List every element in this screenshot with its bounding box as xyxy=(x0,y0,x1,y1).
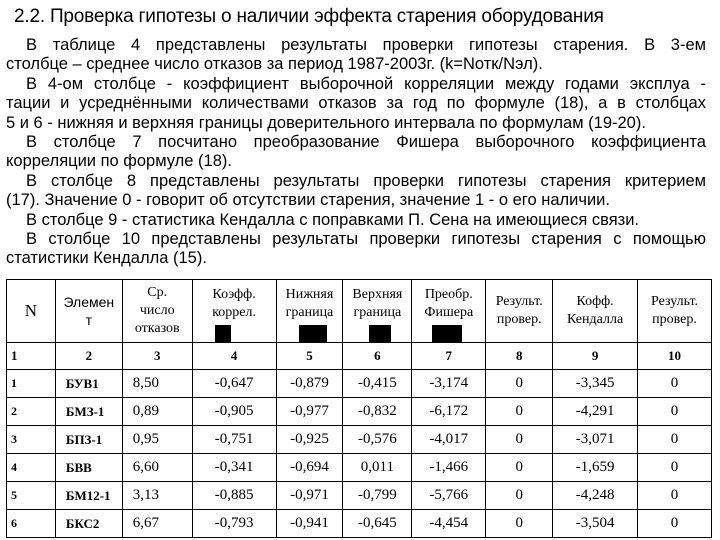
column-header xyxy=(638,280,712,343)
redaction-box xyxy=(215,325,231,342)
table-cell: -3,071 xyxy=(553,426,638,454)
column-header xyxy=(486,280,553,343)
table-cell: -0,977 xyxy=(276,398,343,426)
column-header-label: Коэфф. xyxy=(212,287,256,302)
column-header-label: отказов xyxy=(134,321,180,336)
table-cell: 2 xyxy=(7,398,56,426)
table-cell: -0,885 xyxy=(192,482,276,510)
column-header-label: Кендалла xyxy=(567,312,624,327)
redaction-box xyxy=(299,325,327,342)
table-cell: -0,694 xyxy=(276,454,343,482)
table-cell: -0,415 xyxy=(343,370,412,398)
table-cell: -0,751 xyxy=(192,426,276,454)
text-line: корреляции по формуле (18). xyxy=(6,152,232,171)
table-cell: БПЗ-1 xyxy=(55,426,122,454)
column-header xyxy=(7,280,56,343)
column-header-label: провер. xyxy=(496,312,542,327)
text-line: 5 и 6 - нижняя и верхняя границы доверительного интервала по формулам (19-20). xyxy=(6,113,646,132)
column-header xyxy=(412,280,486,343)
table-row xyxy=(7,426,712,454)
table-cell: 4 xyxy=(7,454,56,482)
column-number: 4 xyxy=(192,343,276,370)
column-header-label: т xyxy=(85,312,93,328)
table-cell: 3,13 xyxy=(122,482,192,510)
table-cell: -4,017 xyxy=(412,426,486,454)
column-header xyxy=(553,280,638,343)
column-header-label: Верхняя xyxy=(352,287,403,302)
column-header-label: N xyxy=(24,301,38,320)
table-cell: 0,95 xyxy=(122,426,192,454)
table-cell: БМЗ-1 xyxy=(55,398,122,426)
column-header xyxy=(55,280,122,343)
table-cell: -1,466 xyxy=(412,454,486,482)
text-line: В столбце 8 представлены результаты проверки гипотезы старения критерием xyxy=(26,171,706,190)
results-table xyxy=(6,279,712,538)
section-title: 2.2. Проверка гипотезы о наличии эффекта старения оборудования xyxy=(14,6,604,27)
table-cell: 5 xyxy=(7,482,56,510)
table-cell: 0,89 xyxy=(122,398,192,426)
table-cell: -0,647 xyxy=(192,370,276,398)
table-cell: 0 xyxy=(486,398,553,426)
text-line: В столбце 9 - статистика Кендалла с поправками П. Сена на имеющиеся связи. xyxy=(26,210,640,229)
table-cell: -0,925 xyxy=(276,426,343,454)
table-cell: 8,50 xyxy=(122,370,192,398)
text-line: В таблице 4 представлены результаты проверки гипотезы старения. В 3-ем xyxy=(26,36,706,54)
column-header-label: Нижняя xyxy=(285,287,334,302)
column-header-label: граница xyxy=(285,305,334,320)
table-body xyxy=(7,370,712,538)
column-number: 3 xyxy=(122,343,192,370)
column-header xyxy=(122,280,192,343)
table-cell: 0 xyxy=(486,510,553,538)
column-number: 10 xyxy=(638,343,712,370)
table-cell: -4,454 xyxy=(412,510,486,538)
table-row xyxy=(7,510,712,538)
table-cell: 6,60 xyxy=(122,454,192,482)
text-line: В 4-ом столбце - коэффициент выборочной корреляции между годами эксплуа - xyxy=(26,74,706,93)
column-header-label: Кофф. xyxy=(576,294,614,309)
table-cell: 1 xyxy=(7,370,56,398)
table-cell: БКС2 xyxy=(55,510,122,538)
column-header-label: число xyxy=(139,303,175,318)
table-cell: 0 xyxy=(638,370,712,398)
column-header-label: Элемен xyxy=(63,294,115,310)
redaction-box xyxy=(432,325,462,342)
table-cell: 0 xyxy=(638,482,712,510)
table-cell: -0,793 xyxy=(192,510,276,538)
table-cell: -6,172 xyxy=(412,398,486,426)
table-cell: 6,67 xyxy=(122,510,192,538)
column-number-row xyxy=(7,343,712,370)
table-row xyxy=(7,370,712,398)
column-header-label: граница xyxy=(353,305,402,320)
table-cell: 6 xyxy=(7,510,56,538)
table-row xyxy=(7,454,712,482)
text-line: В столбце 7 посчитано преобразование Фишера выборочного коэффициента xyxy=(26,133,706,152)
redaction-box xyxy=(369,325,391,342)
table-cell: -4,291 xyxy=(553,398,638,426)
column-number: 8 xyxy=(486,343,553,370)
text-line: тации и усреднёнными количествами отказов за год по формуле (18), а в столбцах xyxy=(6,94,706,113)
column-header xyxy=(192,280,276,343)
table-cell: 0 xyxy=(638,398,712,426)
column-header-label: провер. xyxy=(652,312,697,327)
table-cell: 0 xyxy=(638,510,712,538)
table-row xyxy=(7,398,712,426)
table-cell: -3,504 xyxy=(553,510,638,538)
column-header-label: Результ. xyxy=(495,294,543,309)
table-cell: -4,248 xyxy=(553,482,638,510)
table-cell: -0,971 xyxy=(276,482,343,510)
table-cell: -0,576 xyxy=(343,426,412,454)
column-number: 1 xyxy=(7,343,56,370)
table-cell: -3,345 xyxy=(553,370,638,398)
table-cell: -0,832 xyxy=(343,398,412,426)
table-cell: -5,766 xyxy=(412,482,486,510)
table-cell: 0 xyxy=(638,454,712,482)
body-text xyxy=(6,36,706,269)
text-line: В столбце 10 представлены результаты проверки гипотезы старения с помощью xyxy=(26,230,706,249)
table-cell: 0 xyxy=(486,482,553,510)
table-cell: 0 xyxy=(486,426,553,454)
column-number: 7 xyxy=(412,343,486,370)
column-header-label: Результ. xyxy=(651,294,699,309)
column-number: 5 xyxy=(276,343,343,370)
table-cell: -0,645 xyxy=(343,510,412,538)
text-line: столбце – среднее число отказов за период 1987-2003г. (k=Nотк/Nэл). xyxy=(6,55,543,74)
table-cell: -0,941 xyxy=(276,510,343,538)
table-cell: -0,341 xyxy=(192,454,276,482)
column-header-label: Ср. xyxy=(147,285,168,300)
table-cell: БМ12-1 xyxy=(55,482,122,510)
column-number: 2 xyxy=(55,343,122,370)
table-header xyxy=(7,280,712,343)
table-cell: -3,174 xyxy=(412,370,486,398)
column-header xyxy=(276,280,343,343)
table-cell: -0,879 xyxy=(276,370,343,398)
table-cell: -0,905 xyxy=(192,398,276,426)
column-number: 9 xyxy=(553,343,638,370)
table-row xyxy=(7,482,712,510)
table-cell: 0 xyxy=(486,454,553,482)
column-header-label: коррел. xyxy=(212,305,256,320)
table-cell: 0 xyxy=(486,370,553,398)
table-cell: -1,659 xyxy=(553,454,638,482)
text-line: (17). Значение 0 - говорит об отсутствии старения, значение 1 - о его наличии. xyxy=(6,191,610,210)
table-cell: 0 xyxy=(638,426,712,454)
table-cell: 3 xyxy=(7,426,56,454)
column-header xyxy=(343,280,412,343)
table-cell: БВВ xyxy=(55,454,122,482)
table-cell: БУВ1 xyxy=(55,370,122,398)
column-number: 6 xyxy=(343,343,412,370)
table-cell: 0,011 xyxy=(343,454,412,482)
table-cell: -0,799 xyxy=(343,482,412,510)
column-header-label: Преобр. xyxy=(424,287,473,302)
column-header-label: Фишера xyxy=(424,305,474,320)
text-line: статистики Кендалла (15). xyxy=(6,249,207,268)
